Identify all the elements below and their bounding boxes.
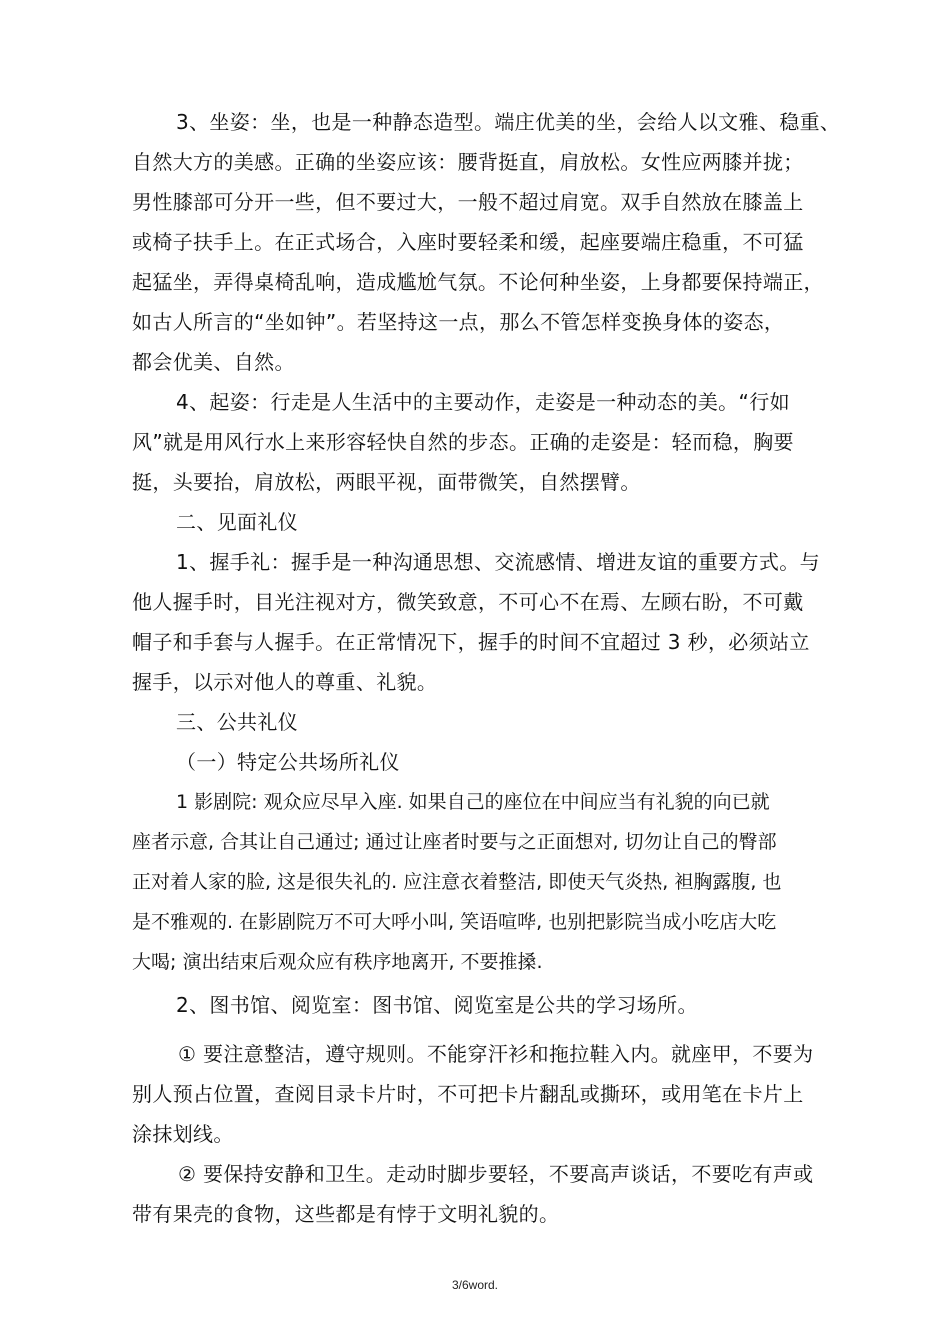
- paragraph-library-rule-1-line-3: 涂抹划线。: [132, 1122, 234, 1146]
- paragraph-theater-line-3: 正对着人家的脸, 这是很失礼的. 应注意衣着整洁, 即使天气炎热, 袒胸露腹, 也: [132, 871, 782, 893]
- paragraph-handshake-line-4: 握手，以示对他人的尊重、礼貌。: [132, 670, 438, 694]
- paragraph-sitting-posture-line-7: 都会优美、自然。: [132, 350, 295, 374]
- paragraph-library-rule-1-line-1: ① 要注意整洁，遵守规则。不能穿汗衫和拖拉鞋入内。就座甲，不要为: [178, 1042, 814, 1066]
- paragraph-sitting-posture-line-2: 自然大方的美感。正确的坐姿应该：腰背挺直，肩放松。女性应两膝并拢；: [132, 150, 804, 174]
- paragraph-library-intro: 2、图书馆、阅览室：图书馆、阅览室是公共的学习场所。: [176, 993, 698, 1017]
- paragraph-sitting-posture-line-3: 男性膝部可分开一些，但不要过大，一般不超过肩宽。双手自然放在膝盖上: [132, 190, 804, 214]
- paragraph-sitting-posture-line-4: 或椅子扶手上。在正式场合，入座时要轻柔和缓，起座要端庄稳重，不可猛: [132, 230, 804, 254]
- paragraph-theater-line-1: 1 影剧院: 观众应尽早入座. 如果自己的座位在中间应当有礼貌的向已就: [176, 791, 770, 813]
- paragraph-theater-line-4: 是不雅观的. 在影剧院万不可大呼小叫, 笑语喧哗, 也别把影院当成小吃店大吃: [132, 911, 777, 933]
- paragraph-sitting-posture-line-6: 如古人所言的“坐如钟”。若坚持这一点，那么不管怎样变换身体的姿态，: [132, 310, 785, 334]
- paragraph-theater-line-5: 大喝; 演出结束后观众应有秩序地离开, 不要推搡.: [132, 951, 543, 973]
- paragraph-library-rule-2-line-2: 带有果壳的食物，这些都是有悖于文明礼貌的。: [132, 1202, 560, 1226]
- paragraph-walking-posture-line-3: 挺，头要抬，肩放松，两眼平视，面带微笑，自然摆臂。: [132, 470, 641, 494]
- paragraph-sitting-posture-line-1: 3、坐姿：坐，也是一种静态造型。端庄优美的坐，会给人以文雅、稳重、: [176, 110, 841, 134]
- heading-public-etiquette: 三、公共礼仪: [176, 710, 299, 734]
- paragraph-library-rule-2-line-1: ② 要保持安静和卫生。走动时脚步要轻，不要高声谈话，不要吃有声或: [178, 1162, 814, 1186]
- page-footer: 3/6word.: [451, 1278, 499, 1292]
- paragraph-walking-posture-line-1: 4、起姿：行走是人生活中的主要动作，走姿是一种动态的美。“行如: [176, 390, 790, 414]
- paragraph-library-rule-1-line-2: 别人预占位置，查阅目录卡片时，不可把卡片翻乱或撕环，或用笔在卡片上: [132, 1082, 804, 1106]
- heading-meeting-etiquette: 二、见面礼仪: [176, 510, 299, 534]
- paragraph-handshake-line-1: 1、握手礼：握手是一种沟通思想、交流感情、增进友谊的重要方式。与: [176, 550, 820, 574]
- paragraph-handshake-line-2: 他人握手时，目光注视对方，微笑致意，不可心不在焉、左顾右盼，不可戴: [132, 590, 804, 614]
- paragraph-handshake-line-3: 帽子和手套与人握手。在正常情况下，握手的时间不宜超过 3 秒，必须站立: [132, 630, 810, 654]
- paragraph-theater-line-2: 座者示意, 合其让自己通过; 通过让座者时要与之正面想对, 切勿让自己的臀部: [132, 831, 777, 853]
- subheading-specific-public-places: （一）特定公共场所礼仪: [176, 750, 400, 774]
- paragraph-sitting-posture-line-5: 起猛坐，弄得桌椅乱响，造成尴尬气氛。不论何种坐姿，上身都要保持端正，: [132, 270, 824, 294]
- paragraph-walking-posture-line-2: 风”就是用风行水上来形容轻快自然的步态。正确的走姿是：轻而稳，胸要: [132, 430, 794, 454]
